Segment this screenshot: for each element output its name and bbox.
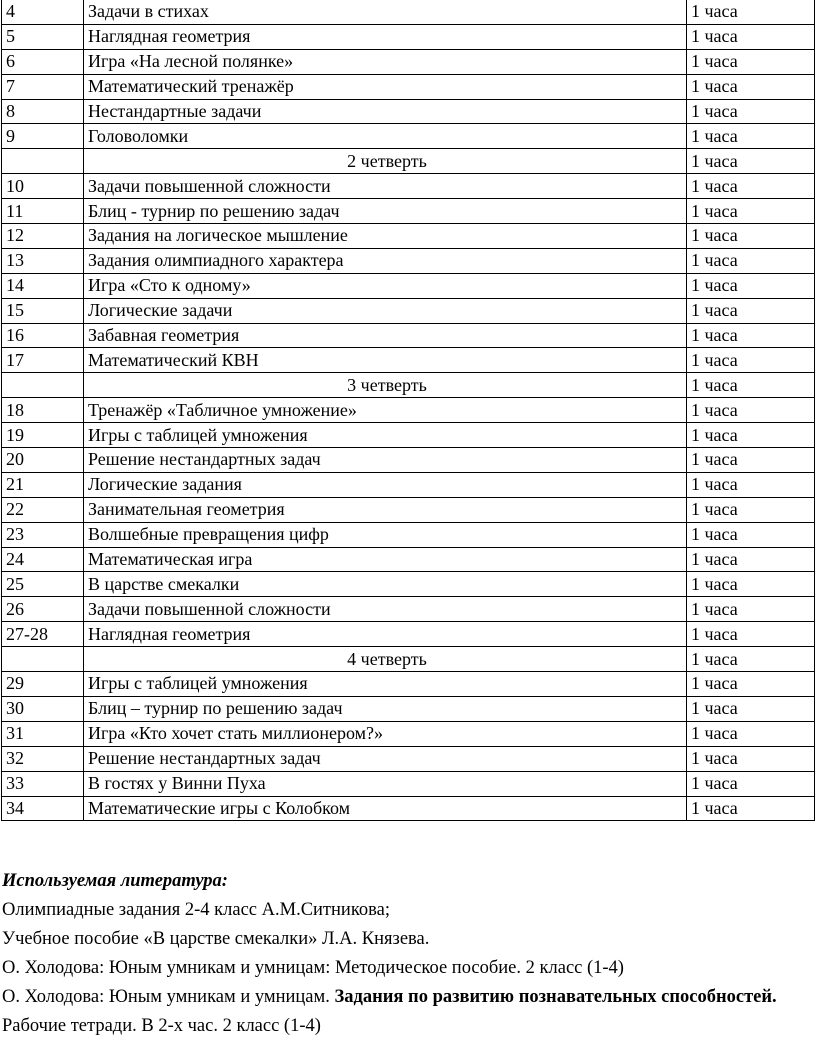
literature-item: О. Холодова: Юным умникам и умницам: Методическое пособие. 2 класс (1-4): [2, 958, 624, 978]
lesson-topic-cell: Блиц - турнир по решению задач: [84, 199, 687, 224]
lesson-number-cell: 12: [2, 224, 84, 249]
quarter-row: [2, 373, 815, 398]
lesson-topic-cell: В гостях у Винни Пуха: [84, 771, 687, 796]
lesson-topic-cell: Наглядная геометрия: [84, 622, 687, 647]
lesson-hours-cell: 1 часа: [687, 74, 815, 99]
lesson-topic-cell: Игры с таблицей умножения: [84, 423, 687, 448]
lesson-number-cell: 11: [2, 199, 84, 224]
lesson-hours-cell: 1 часа: [687, 99, 815, 124]
lesson-hours-cell: 1 часа: [687, 273, 815, 298]
lesson-number-cell: 24: [2, 547, 84, 572]
lesson-hours-cell: 1 часа: [687, 423, 815, 448]
table-row: [2, 771, 815, 796]
table-row: [2, 746, 815, 771]
lesson-topic-cell: Волшебные превращения цифр: [84, 522, 687, 547]
lesson-topic-cell: Тренажёр «Табличное умножение»: [84, 398, 687, 423]
lesson-hours-cell: 1 часа: [687, 771, 815, 796]
literature-item-last: [2, 983, 812, 1041]
lesson-number-cell: 5: [2, 24, 84, 49]
lesson-hours-cell: 1 часа: [687, 323, 815, 348]
lesson-topic-cell: Игра «Сто к одному»: [84, 273, 687, 298]
lesson-number-cell: 16: [2, 323, 84, 348]
table-row: [2, 99, 815, 124]
lesson-topic-cell: Игра «Кто хочет стать миллионером?»: [84, 721, 687, 746]
lesson-number-cell: 7: [2, 74, 84, 99]
table-row: [2, 472, 815, 497]
lesson-hours-cell: 1 часа: [687, 199, 815, 224]
lesson-number-cell: [2, 149, 84, 174]
table-row: [2, 298, 815, 323]
lesson-hours-cell: 1 часа: [687, 547, 815, 572]
lesson-hours-cell: 1 часа: [687, 696, 815, 721]
lesson-number-cell: 10: [2, 174, 84, 199]
lesson-number-cell: 20: [2, 448, 84, 473]
lesson-number-cell: 8: [2, 99, 84, 124]
lesson-number-cell: [2, 373, 84, 398]
lesson-number-cell: 26: [2, 597, 84, 622]
lesson-number-cell: 29: [2, 672, 84, 697]
quarter-label-cell: 3 четверть: [84, 373, 687, 398]
lesson-hours-cell: 1 часа: [687, 373, 815, 398]
lesson-number-cell: 21: [2, 472, 84, 497]
lesson-hours-cell: 1 часа: [687, 174, 815, 199]
lesson-topic-cell: Задания на логическое мышление: [84, 224, 687, 249]
table-row: [2, 0, 815, 24]
lesson-topic-cell: Головоломки: [84, 124, 687, 149]
literature-item-part: Рабочие тетради. В 2-х час. 2 класс (1-4): [2, 1016, 321, 1036]
lesson-topic-cell: Задания олимпиадного характера: [84, 248, 687, 273]
lesson-hours-cell: 1 часа: [687, 149, 815, 174]
lesson-number-cell: 25: [2, 572, 84, 597]
lesson-hours-cell: 1 часа: [687, 597, 815, 622]
lesson-number-cell: 32: [2, 746, 84, 771]
lesson-number-cell: 13: [2, 248, 84, 273]
lesson-number-cell: 34: [2, 796, 84, 821]
lesson-topic-cell: Игры с таблицей умножения: [84, 672, 687, 697]
quarter-label-cell: 4 четверть: [84, 647, 687, 672]
lesson-hours-cell: 1 часа: [687, 398, 815, 423]
table-row: [2, 696, 815, 721]
lesson-hours-cell: 1 часа: [687, 24, 815, 49]
lesson-number-cell: 9: [2, 124, 84, 149]
lesson-topic-cell: Занимательная геометрия: [84, 497, 687, 522]
lesson-topic-cell: Логические задачи: [84, 298, 687, 323]
lesson-hours-cell: 1 часа: [687, 721, 815, 746]
lesson-topic-cell: Математический тренажёр: [84, 74, 687, 99]
lesson-number-cell: 27-28: [2, 622, 84, 647]
lesson-hours-cell: 1 часа: [687, 497, 815, 522]
lesson-hours-cell: 1 часа: [687, 124, 815, 149]
lesson-number-cell: 14: [2, 273, 84, 298]
table-row: [2, 199, 815, 224]
lesson-topic-cell: Задачи повышенной сложности: [84, 174, 687, 199]
table-row: [2, 721, 815, 746]
lesson-topic-cell: Решение нестандартных задач: [84, 448, 687, 473]
lesson-number-cell: 6: [2, 49, 84, 74]
lesson-hours-cell: 1 часа: [687, 796, 815, 821]
lesson-hours-cell: 1 часа: [687, 448, 815, 473]
lesson-hours-cell: 1 часа: [687, 298, 815, 323]
lesson-hours-cell: 1 часа: [687, 622, 815, 647]
lesson-number-cell: 4: [2, 0, 84, 24]
lesson-plan-table: [1, 0, 815, 821]
lesson-hours-cell: 1 часа: [687, 572, 815, 597]
lesson-topic-cell: Математическая игра: [84, 547, 687, 572]
lesson-topic-cell: Наглядная геометрия: [84, 24, 687, 49]
table-row: [2, 448, 815, 473]
lesson-hours-cell: 1 часа: [687, 224, 815, 249]
table-row: [2, 174, 815, 199]
lesson-number-cell: [2, 647, 84, 672]
table-row: [2, 572, 815, 597]
lesson-topic-cell: Блиц – турнир по решению задач: [84, 696, 687, 721]
table-row: [2, 348, 815, 373]
lesson-topic-cell: Нестандартные задачи: [84, 99, 687, 124]
literature-item: Учебное пособие «В царстве смекалки» Л.А. Князева.: [2, 929, 430, 949]
table-row: [2, 273, 815, 298]
lesson-number-cell: 19: [2, 423, 84, 448]
lesson-topic-cell: Математические игры с Колобком: [84, 796, 687, 821]
lesson-hours-cell: 1 часа: [687, 522, 815, 547]
lesson-number-cell: 17: [2, 348, 84, 373]
literature-item-part: О. Холодова: Юным умникам и умницам.: [2, 987, 335, 1007]
table-row: [2, 398, 815, 423]
table-row: [2, 74, 815, 99]
table-row: [2, 124, 815, 149]
lesson-number-cell: 31: [2, 721, 84, 746]
table-row: [2, 497, 815, 522]
lesson-hours-cell: 1 часа: [687, 746, 815, 771]
literature-item-bold-part: Задания по развитию познавательных способностей.: [334, 987, 777, 1007]
lesson-hours-cell: 1 часа: [687, 472, 815, 497]
table-row: [2, 224, 815, 249]
lesson-topic-cell: Забавная геометрия: [84, 323, 687, 348]
lesson-hours-cell: 1 часа: [687, 0, 815, 24]
quarter-label-cell: 2 четверть: [84, 149, 687, 174]
lesson-hours-cell: 1 часа: [687, 49, 815, 74]
lesson-number-cell: 30: [2, 696, 84, 721]
lesson-topic-cell: Задачи повышенной сложности: [84, 597, 687, 622]
lesson-number-cell: 22: [2, 497, 84, 522]
lesson-number-cell: 18: [2, 398, 84, 423]
table-row: [2, 248, 815, 273]
table-row: [2, 547, 815, 572]
literature-section: [2, 867, 812, 1041]
table-row: [2, 49, 815, 74]
table-row: [2, 672, 815, 697]
lesson-hours-cell: 1 часа: [687, 647, 815, 672]
table-row: [2, 24, 815, 49]
table-row: [2, 522, 815, 547]
quarter-row: [2, 149, 815, 174]
quarter-row: [2, 647, 815, 672]
table-row: [2, 597, 815, 622]
table-row: [2, 323, 815, 348]
lesson-topic-cell: Математический КВН: [84, 348, 687, 373]
lesson-topic-cell: Логические задания: [84, 472, 687, 497]
table-row: [2, 796, 815, 821]
lesson-topic-cell: Игра «На лесной полянке»: [84, 49, 687, 74]
literature-heading: Используемая литература:: [2, 871, 228, 891]
lesson-number-cell: 33: [2, 771, 84, 796]
lesson-hours-cell: 1 часа: [687, 672, 815, 697]
lesson-hours-cell: 1 часа: [687, 248, 815, 273]
table-row: [2, 423, 815, 448]
lesson-topic-cell: В царстве смекалки: [84, 572, 687, 597]
lesson-topic-cell: Решение нестандартных задач: [84, 746, 687, 771]
lesson-number-cell: 23: [2, 522, 84, 547]
lesson-hours-cell: 1 часа: [687, 348, 815, 373]
lesson-plan-body: [2, 0, 815, 821]
lesson-number-cell: 15: [2, 298, 84, 323]
lesson-topic-cell: Задачи в стихах: [84, 0, 687, 24]
literature-item: Олимпиадные задания 2-4 класс А.М.Ситникова;: [2, 900, 390, 920]
table-row: [2, 622, 815, 647]
